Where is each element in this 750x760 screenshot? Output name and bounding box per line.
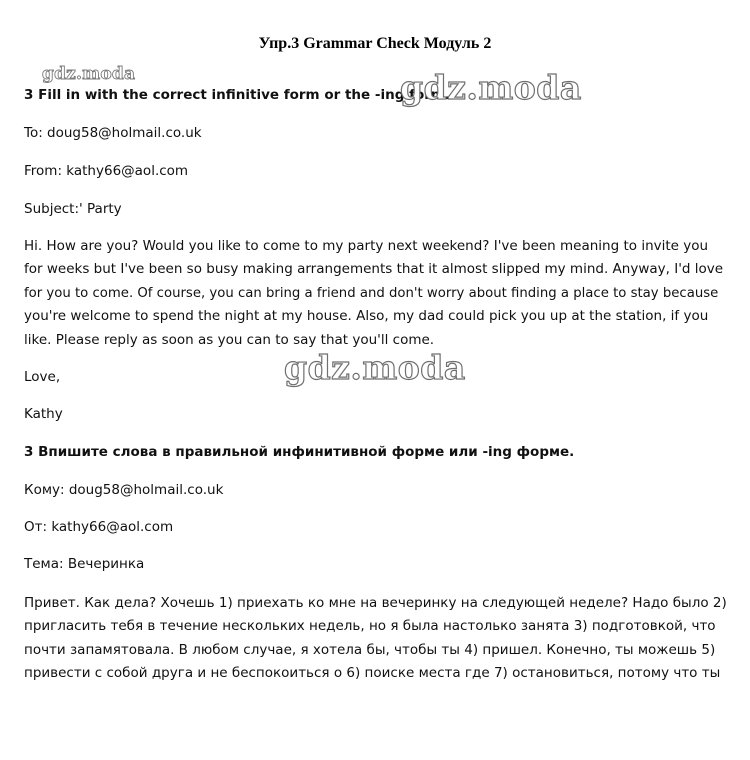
russian-from-line: От: kathy66@aol.com	[24, 519, 174, 535]
english-signature: Kathy	[24, 406, 63, 422]
watermark-large: gdz.moda	[284, 348, 466, 387]
english-subject-line: Subject:' Party	[24, 201, 122, 217]
russian-body-line: пригласить тебя в течение нескольких недель, но я была настолько занята 3) подготовкой, что	[24, 618, 716, 634]
russian-instruction: 3 Впишите слова в правильной инфинитивной форме или -ing форме.	[24, 444, 575, 460]
russian-body-line: почти запамятовала. В любом случае, я хотела бы, чтобы ты 4) пришел. Конечно, ты можешь 5)	[24, 642, 716, 658]
english-body-line: Hi. How are you? Would you like to come to my party next weekend? I've been meaning to invite you	[24, 238, 709, 254]
russian-to-line: Кому: doug58@holmail.co.uk	[24, 482, 224, 498]
russian-body-line: Привет. Как дела? Хочешь 1) приехать ко мне на вечеринку на следующей неделе? Надо было 2)	[24, 595, 727, 611]
english-body-line: like. Please reply as soon as you can to say that you'll come.	[24, 332, 435, 348]
page-title: Упр.3 Grammar Check Модуль 2	[258, 35, 492, 52]
english-closing: Love,	[24, 369, 61, 385]
english-to-line: To: doug58@holmail.co.uk	[24, 125, 202, 141]
russian-body-line: привести с собой друга и не беспокоиться о 6) поиске места где 7) остановиться, потому что ты	[24, 665, 721, 681]
english-body-line: for you to come. Of course, you can bring a friend and don't worry about finding a place to stay because	[24, 286, 719, 301]
english-from-line: From: kathy66@aol.com	[24, 163, 189, 179]
watermark-small: gdz.moda	[42, 64, 136, 84]
english-body-line: for weeks but I've been so busy making arrangements that it almost slipped my mind. Anyway, I'd love	[24, 261, 724, 277]
english-body-line: you're welcome to spend the night at my house. Also, my dad could pick you up at the station, if you	[24, 308, 709, 324]
russian-subject-line: Тема: Вечеринка	[24, 556, 145, 572]
english-instruction: 3 Fill in with the correct infinitive form or the -ing form.	[24, 87, 451, 103]
watermark-large: gdz.moda	[400, 68, 582, 107]
